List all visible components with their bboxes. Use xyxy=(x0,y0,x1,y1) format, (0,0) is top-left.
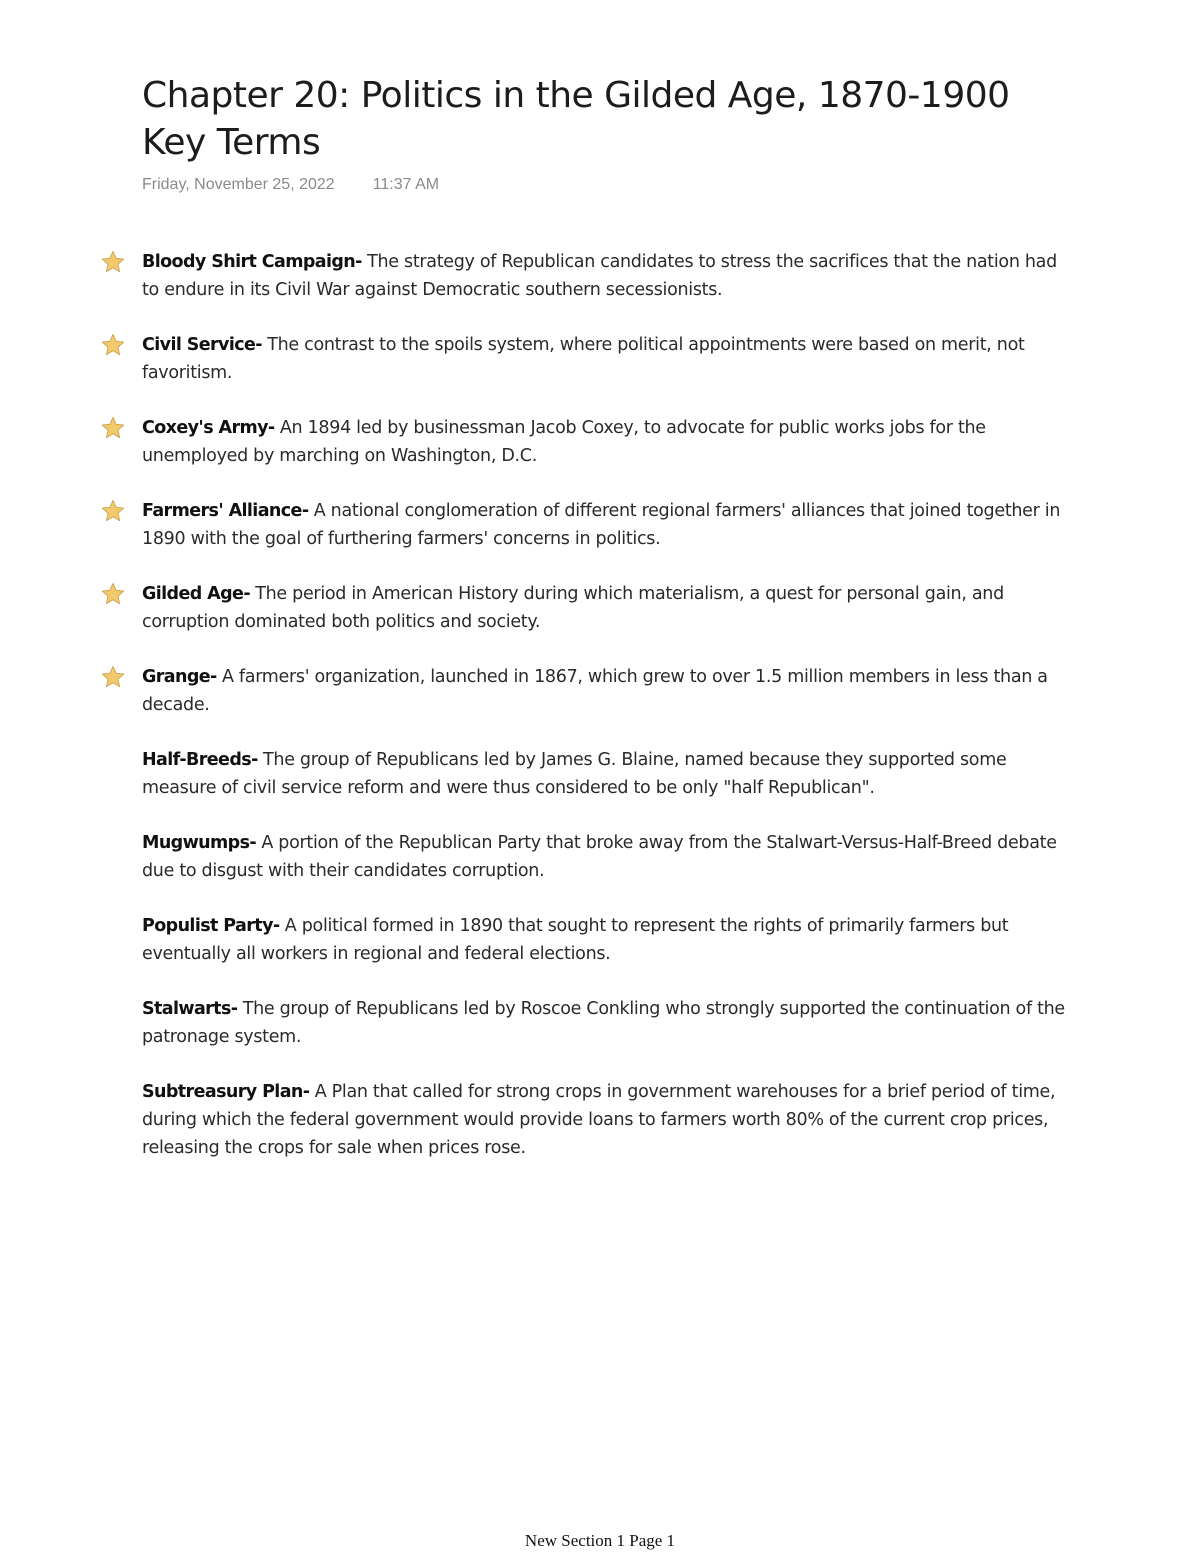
star-icon xyxy=(100,581,126,607)
term-definition: The strategy of Republican candidates to stress the sacrifices that the nation had to endure in its Civil War against Democratic southern secessionists. xyxy=(142,252,1057,300)
term-item xyxy=(142,414,1072,470)
term-definition: The contrast to the spoils system, where political appointments were based on merit, not favoritism. xyxy=(142,335,1025,383)
term-item xyxy=(142,995,1072,1051)
term-item xyxy=(142,912,1072,968)
page-footer: New Section 1 Page 1 xyxy=(524,1531,676,1550)
page-time: 11:37 AM xyxy=(372,176,440,193)
term-definition: A national conglomeration of different regional farmers' alliances that joined together in 1890 with the goal of furthering farmers' concerns in politics. xyxy=(142,501,1061,549)
term-name: Stalwarts- xyxy=(142,999,238,1019)
term-definition: The group of Republicans led by Roscoe Conkling who strongly supported the continuation of the patronage system. xyxy=(142,999,1065,1047)
term-name: Half-Breeds- xyxy=(142,750,258,770)
page-meta xyxy=(142,176,439,194)
term-item xyxy=(142,580,1072,636)
star-icon xyxy=(100,664,126,690)
term-name: Bloody Shirt Campaign- xyxy=(142,252,362,272)
term-name: Gilded Age- xyxy=(142,584,250,604)
page-date: Friday, November 25, 2022 xyxy=(142,176,335,193)
term-item xyxy=(142,746,1072,802)
term-item xyxy=(142,663,1072,719)
term-name: Mugwumps- xyxy=(142,833,257,853)
term-definition: A political formed in 1890 that sought to represent the rights of primarily farmers but eventually all workers in regional and federal elections. xyxy=(142,916,1009,964)
term-definition: An 1894 led by businessman Jacob Coxey, to advocate for public works jobs for the unemployed by marching on Washington, D.C. xyxy=(142,418,986,466)
term-item xyxy=(142,331,1072,387)
term-definition: The group of Republicans led by James G. Blaine, named because they supported some measure of civil service reform and were thus considered to be only "half Republican". xyxy=(142,750,1007,798)
page-title: Chapter 20: Politics in the Gilded Age, 1870-1900 Key Terms xyxy=(142,75,1010,163)
key-terms-list xyxy=(142,248,1072,1189)
term-name: Subtreasury Plan- xyxy=(142,1082,310,1102)
term-definition: The period in American History during which materialism, a quest for personal gain, and corruption dominated both politics and society. xyxy=(142,584,1004,632)
term-item xyxy=(142,497,1072,553)
term-name: Farmers' Alliance- xyxy=(142,501,309,521)
term-definition: A Plan that called for strong crops in government warehouses for a brief period of time, during which the federal government would provide loans to farmers worth 80% of the current crop prices, releasing the crops for sale when prices rose. xyxy=(142,1082,1056,1158)
term-item xyxy=(142,829,1072,885)
term-item xyxy=(142,1078,1072,1162)
star-icon xyxy=(100,249,126,275)
star-icon xyxy=(100,332,126,358)
term-name: Populist Party- xyxy=(142,916,280,936)
term-name: Coxey's Army- xyxy=(142,418,275,438)
term-definition: A portion of the Republican Party that broke away from the Stalwart-Versus-Half-Breed debate due to disgust with their candidates corruption. xyxy=(142,833,1057,881)
term-name: Civil Service- xyxy=(142,335,262,355)
star-icon xyxy=(100,498,126,524)
term-definition: A farmers' organization, launched in 1867, which grew to over 1.5 million members in less than a decade. xyxy=(142,667,1048,715)
term-name: Grange- xyxy=(142,667,217,687)
star-icon xyxy=(100,415,126,441)
term-item xyxy=(142,248,1072,304)
